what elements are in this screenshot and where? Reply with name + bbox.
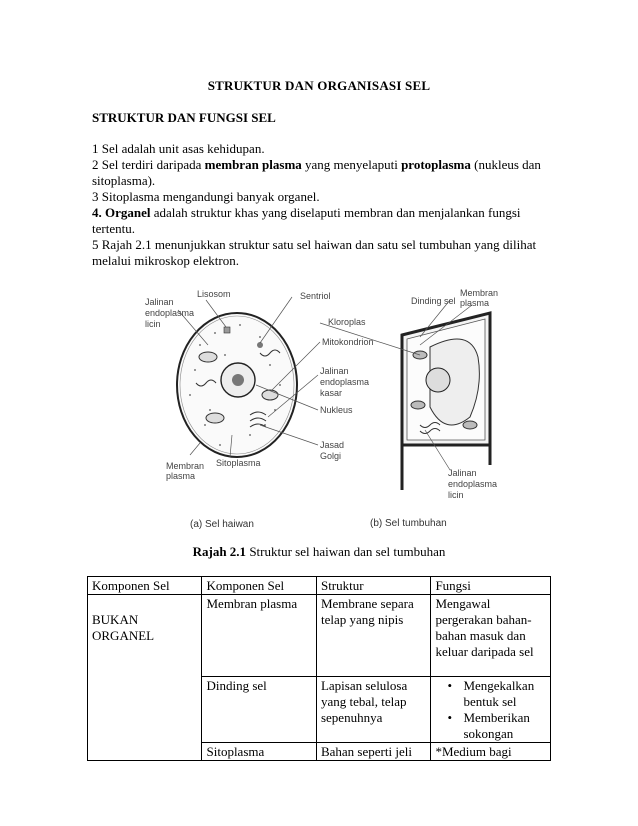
paragraph-4: 4. Organel adalah struktur khas yang diselaputi membran dan menjalankan fungsi tertentu. [92,205,521,236]
document-title: STRUKTUR DAN ORGANISASI SEL [207,78,431,93]
label-jalinan-kasar: Jalinan endoplasma kasar [320,366,370,398]
label-lisosom: Lisosom [197,289,231,299]
section-heading: STRUKTUR DAN FUNGSI SEL [92,110,276,125]
fungsi-list [435,678,546,742]
label-membran-plasma-tumbuhan: Membran plasma [460,288,499,308]
label-dinding-sel: Dinding sel [411,296,456,306]
paragraph-2: 2 Sel terdiri daripada membran plasma yang menyelaputi protoplasma (nukleus dan sitoplasma). [92,157,541,188]
label-jalinan-licin: Jalinan endoplasma licin [145,297,195,329]
header-cell: Fungsi [431,577,551,595]
table-cell [431,677,551,743]
cell-components-table [87,576,551,761]
table-cell: Dinding sel [202,677,316,743]
paragraph-5: 5 Rajah 2.1 menunjukkan struktur satu sel haiwan dan satu sel tumbuhan yang dilihat melalui mikroskop elektron. [92,237,537,268]
table-header-row [88,577,551,595]
list-item: • Mengekalkan bentuk sel [463,678,546,710]
list-item: • Memberikan sokongan [463,710,546,742]
label-mitokondrion: Mitokondrion [322,337,374,347]
label-nukleus: Nukleus [320,405,353,415]
cell-diagram-figure [120,285,520,530]
label-kloroplas: Kloroplas [328,317,366,327]
header-cell: Komponen Sel [88,577,202,595]
figure-caption: Rajah 2.1 Struktur sel haiwan dan sel tumbuhan [192,544,446,559]
label-jasad-golgi: Jasad Golgi [320,440,345,461]
group-label: BUKAN ORGANEL [92,612,155,643]
cell-diagram [120,285,520,530]
table-cell: Bahan seperti jeli [316,743,430,761]
paragraph-1: 1 Sel adalah unit asas kehidupan. [92,141,265,156]
table-cell: Membrane separa telap yang nipis [316,595,430,677]
label-membran-plasma-haiwan: Membran plasma [166,461,205,481]
table-cell: Sitoplasma [202,743,316,761]
animal-cell [177,313,297,457]
table-row [88,595,551,677]
label-sitoplasma: Sitoplasma [216,458,261,468]
table-cell: Lapisan selulosa yang tebal, telap sepenuhnya [316,677,430,743]
group-cell [88,595,202,761]
paragraph-3: 3 Sitoplasma mengandungi banyak organel. [92,189,320,204]
table-cell: Mengawal pergerakan bahan-bahan masuk dan keluar daripada sel [431,595,551,677]
label-jalinan-licin-tumbuhan: Jalinan endoplasma licin [448,468,498,500]
header-cell: Komponen Sel [202,577,316,595]
label-sentriol: Sentriol [300,291,331,301]
header-cell: Struktur [316,577,430,595]
caption-sel-haiwan: (a) Sel haiwan [190,519,254,530]
table-cell: *Medium bagi [431,743,551,761]
table-cell: Membran plasma [202,595,316,677]
caption-sel-tumbuhan: (b) Sel tumbuhan [370,518,447,529]
